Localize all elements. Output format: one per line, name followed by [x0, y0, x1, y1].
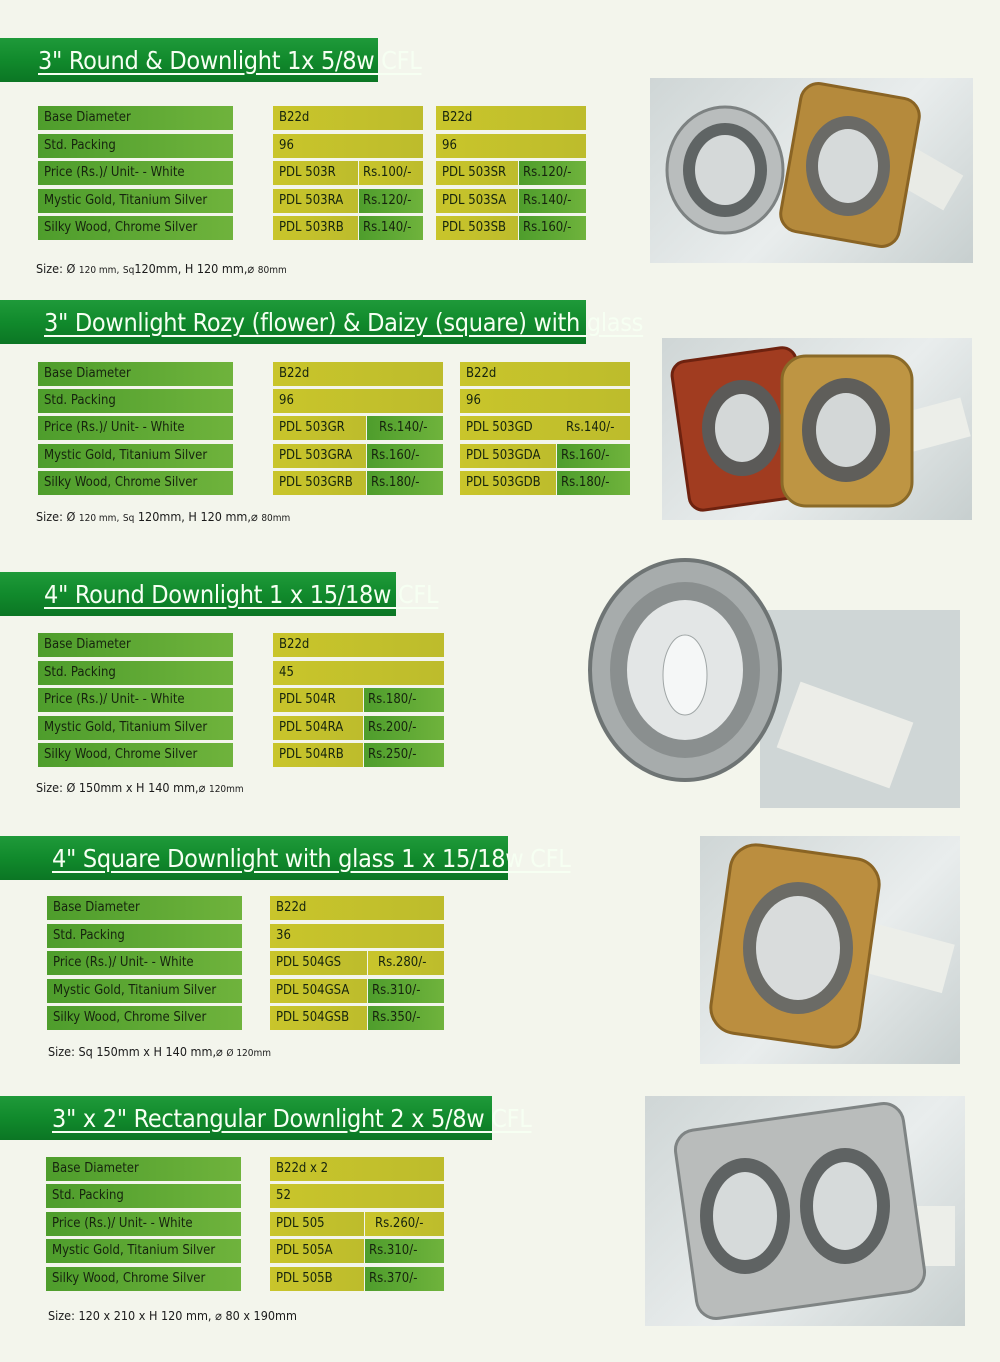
label-mystic-gold: Mystic Gold, Titanium Silver — [38, 444, 233, 468]
base-value: B22d — [270, 896, 444, 920]
model-code: PDL 503GRB — [273, 471, 366, 495]
label-silky-wood: Silky Wood, Chrome Silver — [38, 216, 233, 240]
diameter-icon: ⌀ — [198, 780, 206, 795]
packing-value: 96 — [436, 134, 586, 158]
base-value: B22d x 2 — [270, 1157, 444, 1181]
model-price: Rs.250/- — [364, 743, 444, 767]
round-downlight-photo — [585, 550, 960, 808]
label-base-diameter: Base Diameter — [38, 106, 233, 130]
product-photo — [645, 1096, 965, 1326]
label-std-packing: Std. Packing — [46, 1184, 241, 1208]
product-photo — [700, 836, 960, 1064]
model-price: Rs.180/- — [364, 688, 444, 712]
base-value: B22d — [273, 633, 444, 657]
packing-value: 96 — [273, 389, 443, 413]
label-base-diameter: Base Diameter — [46, 1157, 241, 1181]
label-price-white: Price (Rs.)/ Unit- - White — [38, 161, 233, 185]
product-photo — [585, 550, 960, 808]
model-price: Rs.200/- — [364, 716, 444, 740]
label-price-white: Price (Rs.)/ Unit- - White — [46, 1212, 241, 1236]
base-value: B22d — [460, 362, 630, 386]
model-code: PDL 504GSA — [270, 979, 367, 1003]
rozy-and-daizy-downlight-photo — [662, 338, 972, 520]
model-price: Rs.260/- — [365, 1212, 444, 1236]
model-code: PDL 503RB — [273, 216, 358, 240]
model-price: Rs.160/- — [557, 444, 630, 468]
base-value: B22d — [273, 106, 423, 130]
model-code: PDL 503SB — [436, 216, 518, 240]
base-value: B22d — [273, 362, 443, 386]
label-base-diameter: Base Diameter — [47, 896, 242, 920]
section-title: 3" Downlight Rozy (flower) & Daizy (square) with glass — [44, 307, 644, 337]
model-code: PDL 504R — [273, 688, 363, 712]
section-title: 4" Round Downlight 1 x 15/18w CFL — [44, 579, 439, 609]
model-price: Rs.100/- — [359, 161, 423, 185]
section-title-banner — [0, 300, 644, 344]
section-title-banner — [0, 836, 571, 880]
packing-value: 45 — [273, 661, 444, 685]
product-photo — [662, 338, 972, 520]
model-price: Rs.310/- — [365, 1239, 444, 1263]
product-photo — [650, 78, 973, 263]
label-mystic-gold: Mystic Gold, Titanium Silver — [46, 1239, 241, 1263]
diameter-icon: ⌀ — [215, 1308, 222, 1323]
packing-value: 96 — [460, 389, 630, 413]
model-code: PDL 505 — [270, 1212, 364, 1236]
model-code: PDL 503GRA — [273, 444, 366, 468]
label-std-packing: Std. Packing — [38, 134, 233, 158]
packing-value: 52 — [270, 1184, 444, 1208]
label-base-diameter: Base Diameter — [38, 362, 233, 386]
model-code: PDL 503GDA — [460, 444, 556, 468]
size-spec: Size: Ø 120 mm, Sq 120mm, H 120 mm,⌀ 80mm — [36, 509, 291, 524]
model-price: Rs.120/- — [519, 161, 586, 185]
label-price-white: Price (Rs.)/ Unit- - White — [38, 416, 233, 440]
label-price-white: Price (Rs.)/ Unit- - White — [38, 688, 233, 712]
size-spec: Size: Ø 150mm x H 140 mm,⌀ 120mm — [36, 780, 244, 795]
model-code: PDL 503R — [273, 161, 358, 185]
model-price: Rs.160/- — [367, 444, 443, 468]
model-code: PDL 503GD — [460, 416, 630, 440]
model-price: Rs.310/- — [368, 979, 444, 1003]
label-base-diameter: Base Diameter — [38, 633, 233, 657]
round-and-square-downlight-photo — [650, 78, 973, 263]
model-price: Rs.280/- — [368, 951, 444, 975]
model-code: PDL 503RA — [273, 189, 358, 213]
label-std-packing: Std. Packing — [47, 924, 242, 948]
label-silky-wood: Silky Wood, Chrome Silver — [46, 1267, 241, 1291]
section-title-banner — [0, 1096, 532, 1140]
model-code: PDL 504RB — [273, 743, 363, 767]
model-code: PDL 505B — [270, 1267, 364, 1291]
square-downlight-photo — [700, 836, 960, 1064]
model-code: PDL 504GS — [270, 951, 367, 975]
section-title: 4" Square Downlight with glass 1 x 15/18w CFL — [52, 843, 571, 873]
model-code: PDL 503GDB — [460, 471, 556, 495]
model-price: Rs.180/- — [367, 471, 443, 495]
model-code: PDL 503SR — [436, 161, 518, 185]
label-mystic-gold: Mystic Gold, Titanium Silver — [38, 716, 233, 740]
model-price: Rs.140/- — [359, 216, 423, 240]
diameter-icon: ⌀ — [250, 509, 258, 524]
model-price: Rs.120/- — [359, 189, 423, 213]
packing-value: 96 — [273, 134, 423, 158]
label-silky-wood: Silky Wood, Chrome Silver — [38, 743, 233, 767]
model-price: Rs.140/- — [367, 416, 443, 440]
label-silky-wood: Silky Wood, Chrome Silver — [47, 1006, 242, 1030]
rectangular-twin-downlight-photo — [645, 1096, 965, 1326]
model-code: PDL 503GR — [273, 416, 366, 440]
model-code: PDL 504GSB — [270, 1006, 367, 1030]
section-title: 3" Round & Downlight 1x 5/8w CFL — [38, 45, 422, 75]
model-code: PDL 505A — [270, 1239, 364, 1263]
section-title-banner — [0, 38, 422, 82]
section-title-banner — [0, 572, 439, 616]
model-price: Rs.350/- — [368, 1006, 444, 1030]
model-price: Rs.140/- — [519, 189, 586, 213]
label-silky-wood: Silky Wood, Chrome Silver — [38, 471, 233, 495]
label-mystic-gold: Mystic Gold, Titanium Silver — [38, 189, 233, 213]
size-spec: Size: 120 x 210 x H 120 mm, ⌀ 80 x 190mm — [48, 1308, 297, 1323]
size-spec: Size: Ø 120 mm, Sq120mm, H 120 mm,⌀ 80mm — [36, 261, 287, 276]
diameter-icon: ⌀ — [216, 1044, 223, 1059]
label-mystic-gold: Mystic Gold, Titanium Silver — [47, 979, 242, 1003]
label-std-packing: Std. Packing — [38, 389, 233, 413]
model-price: Rs.160/- — [519, 216, 586, 240]
model-code: PDL 504RA — [273, 716, 363, 740]
model-price: Rs.370/- — [365, 1267, 444, 1291]
section-title: 3" x 2" Rectangular Downlight 2 x 5/8w CFL — [52, 1103, 532, 1133]
label-price-white: Price (Rs.)/ Unit- - White — [47, 951, 242, 975]
diameter-icon: ⌀ — [247, 261, 255, 276]
size-spec: Size: Sq 150mm x H 140 mm,⌀ Ø 120mm — [48, 1044, 272, 1059]
model-price: Rs.180/- — [557, 471, 630, 495]
packing-value: 36 — [270, 924, 444, 948]
base-value: B22d — [436, 106, 586, 130]
model-price: Rs.140/- — [566, 420, 615, 435]
label-std-packing: Std. Packing — [38, 661, 233, 685]
model-code: PDL 503SA — [436, 189, 518, 213]
